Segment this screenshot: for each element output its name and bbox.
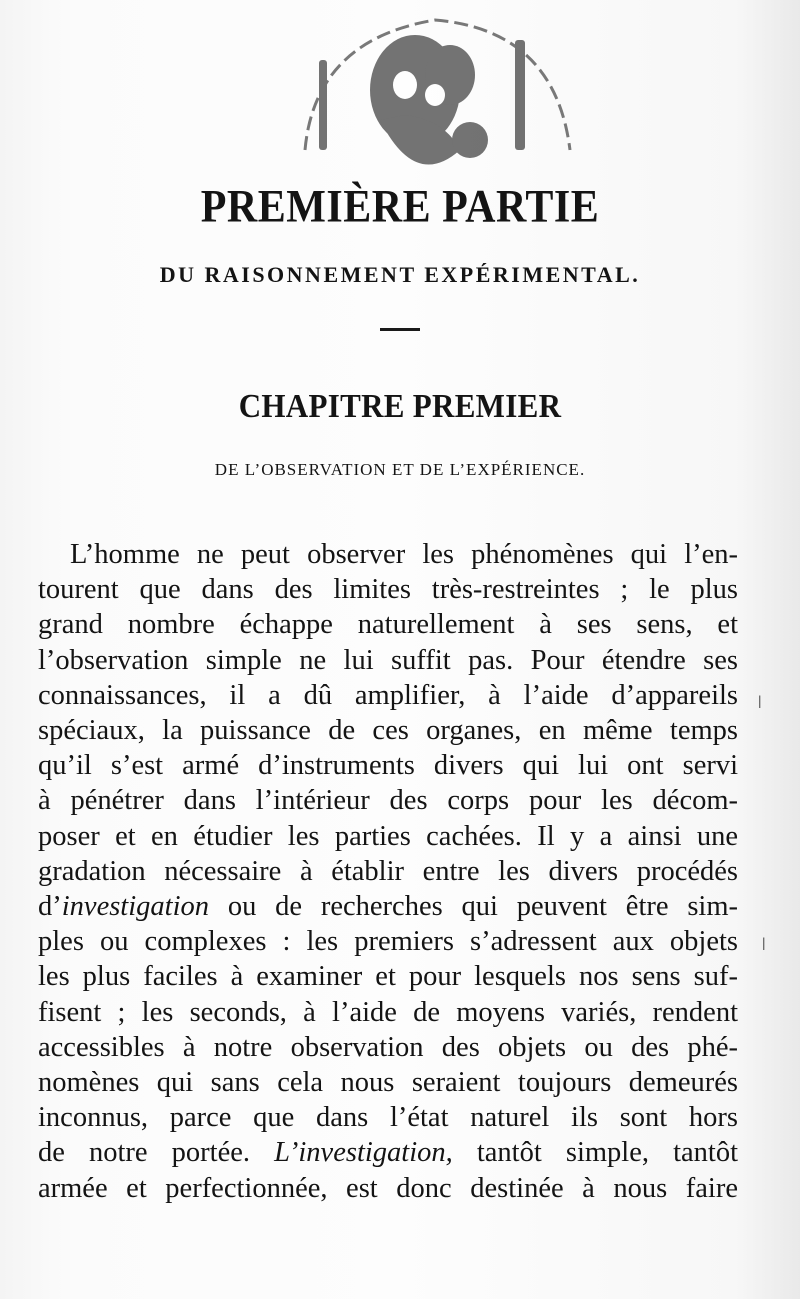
body-line: tourent que dans des limites très-restreintes ; le plus	[38, 574, 738, 606]
body-line: inconnus, parce que dans l’état naturel ils sont hors	[38, 1102, 738, 1134]
body-line: à pénétrer dans l’intérieur des corps pour les décom-	[38, 785, 738, 817]
body-line-rest: ou de recherches qui peuvent être sim-	[227, 891, 739, 923]
part-subtitle: DU RAISONNEMENT EXPÉRIMENTAL.	[159, 262, 641, 287]
body-text	[38, 537, 738, 1206]
part-title: PREMIÈRE PARTIE	[200, 181, 600, 233]
body-line-rest: tantôt simple, tantôt	[476, 1137, 738, 1169]
body-line-start: de notre portée.	[38, 1137, 250, 1169]
body-line: spéciaux, la puissance de ces organes, en même temps	[38, 715, 738, 747]
body-line: armée et perfectionnée, est donc destinée à nous faire	[38, 1172, 738, 1204]
italic-term: L’investigation,	[274, 1137, 453, 1169]
body-line: gradation nécessaire à établir entre les divers procédés	[38, 855, 738, 887]
chapter-subtitle: DE L’OBSERVATION ET DE L’EXPÉRIENCE.	[214, 460, 586, 479]
body-line: connaissances, il a dû amplifier, à l’aide d’appareils	[38, 679, 738, 711]
body-line: qu’il s’est armé d’instruments divers qui lui ont servi	[38, 750, 738, 782]
margin-mark: ǀ	[762, 934, 766, 954]
body-line: L’homme ne peut observer les phénomènes qui l’en-	[70, 539, 738, 570]
body-line-prefix: d’	[38, 891, 62, 923]
chapter-title: CHAPITRE PREMIER	[238, 386, 562, 425]
italic-term: investigation	[61, 891, 209, 923]
body-line: nomènes qui sans cela nous seraient toujours demeurés	[38, 1067, 738, 1099]
body-line: ples ou complexes : les premiers s’adressent aux objets	[38, 926, 738, 958]
section-rule	[380, 328, 420, 331]
body-line: l’observation simple ne lui suffit pas. Pour étendre ses	[38, 644, 738, 676]
body-line: poser et en étudier les parties cachées. Il y a ainsi une	[38, 820, 738, 852]
body-line-investigation	[38, 889, 738, 924]
body-line: les plus faciles à examiner et pour lesquels nos sens suf-	[38, 961, 738, 993]
body-line: grand nombre échappe naturellement à ses sens, et	[38, 609, 738, 641]
body-line-investigation-2	[38, 1135, 738, 1170]
body-line: accessibles à notre observation des objets ou des phé-	[38, 1031, 738, 1063]
body-line: fisent ; les seconds, à l’aide de moyens variés, rendent	[38, 996, 738, 1028]
margin-mark: ǀ	[758, 692, 762, 712]
